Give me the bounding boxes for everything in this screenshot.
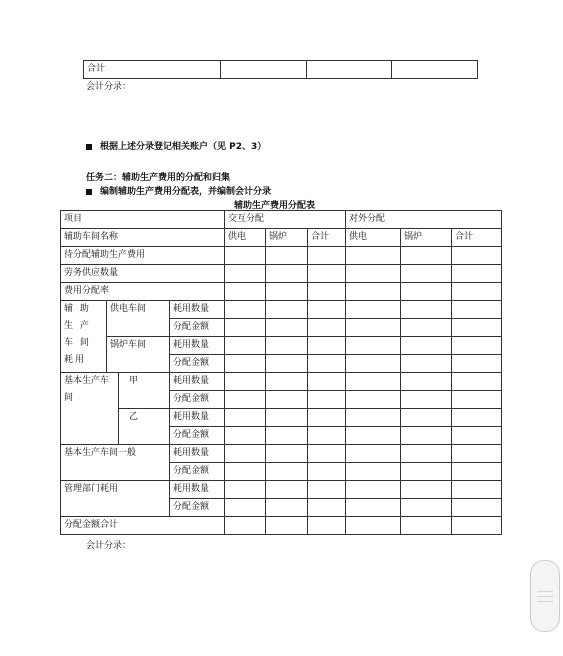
table-cell	[452, 337, 502, 355]
table-cell	[308, 301, 346, 319]
table-cell	[452, 301, 502, 319]
bullet-square-icon	[86, 144, 92, 150]
accounting-entry-label-2: 会计分录：	[86, 541, 132, 551]
table-cell	[452, 499, 502, 517]
table-cell	[452, 517, 502, 535]
table-cell	[266, 517, 308, 535]
table-cell	[266, 355, 308, 373]
table-row: 乙 耗用数量	[61, 409, 502, 427]
grip-line-icon	[537, 591, 553, 592]
task-title: 任务二：辅助生产费用的分配和归集	[86, 173, 231, 183]
table-row: 基本生产车间 甲 耗用数量	[61, 373, 502, 391]
table-cell	[401, 391, 452, 409]
table-cell	[401, 247, 452, 265]
top-summary-table	[83, 60, 478, 79]
table-cell	[225, 337, 266, 355]
table-cell	[401, 499, 452, 517]
table-row	[84, 61, 478, 79]
table-cell	[308, 481, 346, 499]
table-cell	[225, 499, 266, 517]
table-cell	[225, 247, 266, 265]
table-cell	[401, 283, 452, 301]
table-cell	[401, 463, 452, 481]
table-cell	[401, 481, 452, 499]
table-cell	[308, 355, 346, 373]
table-cell	[225, 373, 266, 391]
table-cell	[308, 463, 346, 481]
table-cell	[308, 517, 346, 535]
table-cell	[308, 319, 346, 337]
table-cell	[266, 337, 308, 355]
table-row: 分配金额	[61, 391, 502, 409]
table-cell	[401, 337, 452, 355]
table-row: 分配金额合计	[61, 517, 502, 535]
table-cell	[346, 319, 401, 337]
table-cell	[452, 445, 502, 463]
table-row: 分配金额	[61, 499, 502, 517]
table-cell	[308, 247, 346, 265]
table-cell	[346, 517, 401, 535]
table-cell	[346, 463, 401, 481]
table-cell	[308, 337, 346, 355]
grip-line-icon	[537, 596, 553, 597]
table-cell	[266, 481, 308, 499]
table-cell	[225, 481, 266, 499]
allocation-table-title: 辅助生产费用分配表	[234, 201, 316, 211]
table-cell	[225, 409, 266, 427]
table-row: 辅助车间名称 供电 锅炉 合计 供电 锅炉 合计	[61, 229, 502, 247]
table-cell	[346, 409, 401, 427]
table-cell	[308, 283, 346, 301]
table-row: 分配金额	[61, 463, 502, 481]
table-cell	[346, 337, 401, 355]
table-cell	[266, 319, 308, 337]
table-cell	[401, 373, 452, 391]
table-cell	[266, 445, 308, 463]
table-cell	[225, 283, 266, 301]
table-cell	[308, 499, 346, 517]
table-cell	[346, 265, 401, 283]
table-cell	[266, 247, 308, 265]
table-cell	[346, 391, 401, 409]
bullet-post-ledger: 根据上述分录登记相关账户（见 P2、3）	[86, 139, 266, 152]
table-cell	[308, 373, 346, 391]
table-row: 待分配辅助生产费用	[61, 247, 502, 265]
table-row: 分配金额	[61, 319, 502, 337]
table-cell	[452, 319, 502, 337]
table-row: 锅炉车间 耗用数量	[61, 337, 502, 355]
table-cell	[266, 265, 308, 283]
table-cell	[266, 427, 308, 445]
table-cell	[225, 445, 266, 463]
table-cell	[308, 265, 346, 283]
table-cell	[452, 247, 502, 265]
table-cell	[401, 301, 452, 319]
table-cell	[346, 355, 401, 373]
table-cell	[346, 499, 401, 517]
table-cell	[308, 427, 346, 445]
table-cell	[346, 247, 401, 265]
table-cell	[225, 517, 266, 535]
table-row: 管理部门耗用 耗用数量	[61, 481, 502, 499]
table-cell	[346, 481, 401, 499]
table-cell	[225, 355, 266, 373]
table-cell	[401, 427, 452, 445]
table-cell	[346, 301, 401, 319]
table-cell	[452, 463, 502, 481]
table-cell	[225, 391, 266, 409]
table-cell	[401, 517, 452, 535]
table-cell	[266, 463, 308, 481]
table-cell	[452, 283, 502, 301]
table-row: 分配金额	[61, 355, 502, 373]
table-cell	[225, 427, 266, 445]
table-row: 费用分配率	[61, 283, 502, 301]
table-row: 劳务供应数量	[61, 265, 502, 283]
aux-group-label: 辅 助 生 产 车 间 耗用	[61, 301, 107, 373]
table-cell	[266, 391, 308, 409]
table-cell	[266, 283, 308, 301]
table-cell	[225, 319, 266, 337]
table-row: 辅 助 生 产 车 间 耗用 供电车间 耗用数量	[61, 301, 502, 319]
table-cell	[346, 427, 401, 445]
table-cell	[308, 391, 346, 409]
table-cell	[452, 409, 502, 427]
table-cell	[346, 445, 401, 463]
table-cell	[266, 301, 308, 319]
accounting-entry-label: 会计分录：	[86, 82, 132, 92]
table-cell	[225, 265, 266, 283]
table-row: 分配金额	[61, 427, 502, 445]
total-label: 合计	[84, 61, 221, 79]
table-cell	[346, 373, 401, 391]
table-cell	[452, 427, 502, 445]
table-cell	[266, 373, 308, 391]
table-cell	[401, 409, 452, 427]
table-cell	[452, 391, 502, 409]
table-cell	[401, 265, 452, 283]
table-cell	[452, 373, 502, 391]
table-row: 基本生产车间一般 耗用数量	[61, 445, 502, 463]
table-cell	[266, 499, 308, 517]
table-cell	[346, 283, 401, 301]
table-cell	[401, 445, 452, 463]
table-cell	[452, 481, 502, 499]
table-cell	[452, 265, 502, 283]
table-cell	[225, 301, 266, 319]
table-cell	[308, 445, 346, 463]
basic-group-label: 基本生产车间	[61, 373, 119, 445]
bullet-square-icon	[86, 189, 92, 195]
table-cell	[225, 463, 266, 481]
table-cell	[452, 355, 502, 373]
grip-line-icon	[537, 601, 553, 602]
table-row: 项目 交互分配 对外分配	[61, 211, 502, 229]
table-cell	[308, 409, 346, 427]
table-cell	[266, 409, 308, 427]
table-cell	[401, 319, 452, 337]
allocation-table	[60, 210, 502, 535]
scrollbar-thumb[interactable]	[530, 560, 560, 632]
table-cell	[401, 355, 452, 373]
bullet-prepare-table: 编制辅助生产费用分配表，并编制会计分录	[86, 184, 271, 197]
